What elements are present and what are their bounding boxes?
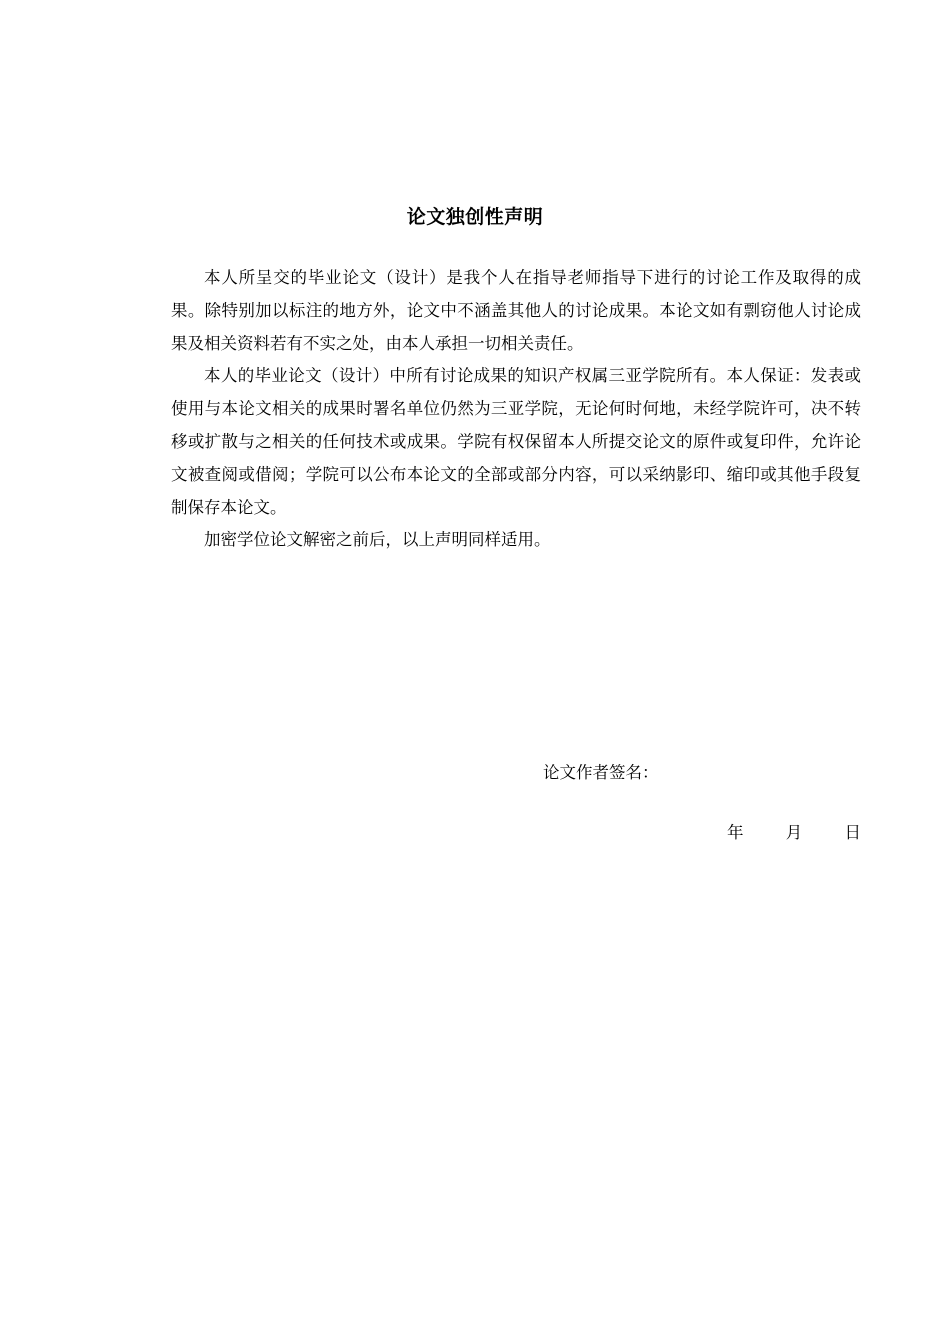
date-line bbox=[727, 819, 861, 847]
signature-label: 论文作者签名： bbox=[543, 763, 659, 782]
page-title: 论文独创性声明 bbox=[406, 206, 544, 228]
declaration-body bbox=[171, 262, 861, 557]
paragraph-ip-rights: 本人的毕业论文（设计）中所有讨论成果的知识产权属三亚学院所有。本人保证：发表或使用与本论文相关的成果时署名单位仍然为三亚学院，无论何时何地，未经学院许可，决不转移或扩散与之相关的任何技术或成果。学院有权保留本人所提交论文的原件或复印件，允许论文被查阅或借阅；学院可以公布本论文的全部或部分内容，可以采纳影印、缩印或其他手段复制保存本论文。 bbox=[171, 366, 861, 517]
day-label: 日 bbox=[844, 823, 861, 842]
paragraph-confidential: 加密学位论文解密之前后，以上声明同样适用。 bbox=[204, 530, 551, 550]
paragraph-originality: 本人所呈交的毕业论文（设计）是我个人在指导老师指导下进行的讨论工作及取得的成果。除特别加以标注的地方外，论文中不涵盖其他人的讨论成果。本论文如有剽窃他人讨论成果及相关资料若有不实之处，由本人承担一切相关责任。 bbox=[171, 268, 861, 353]
month-label: 月 bbox=[785, 823, 803, 842]
year-label: 年 bbox=[727, 823, 744, 842]
